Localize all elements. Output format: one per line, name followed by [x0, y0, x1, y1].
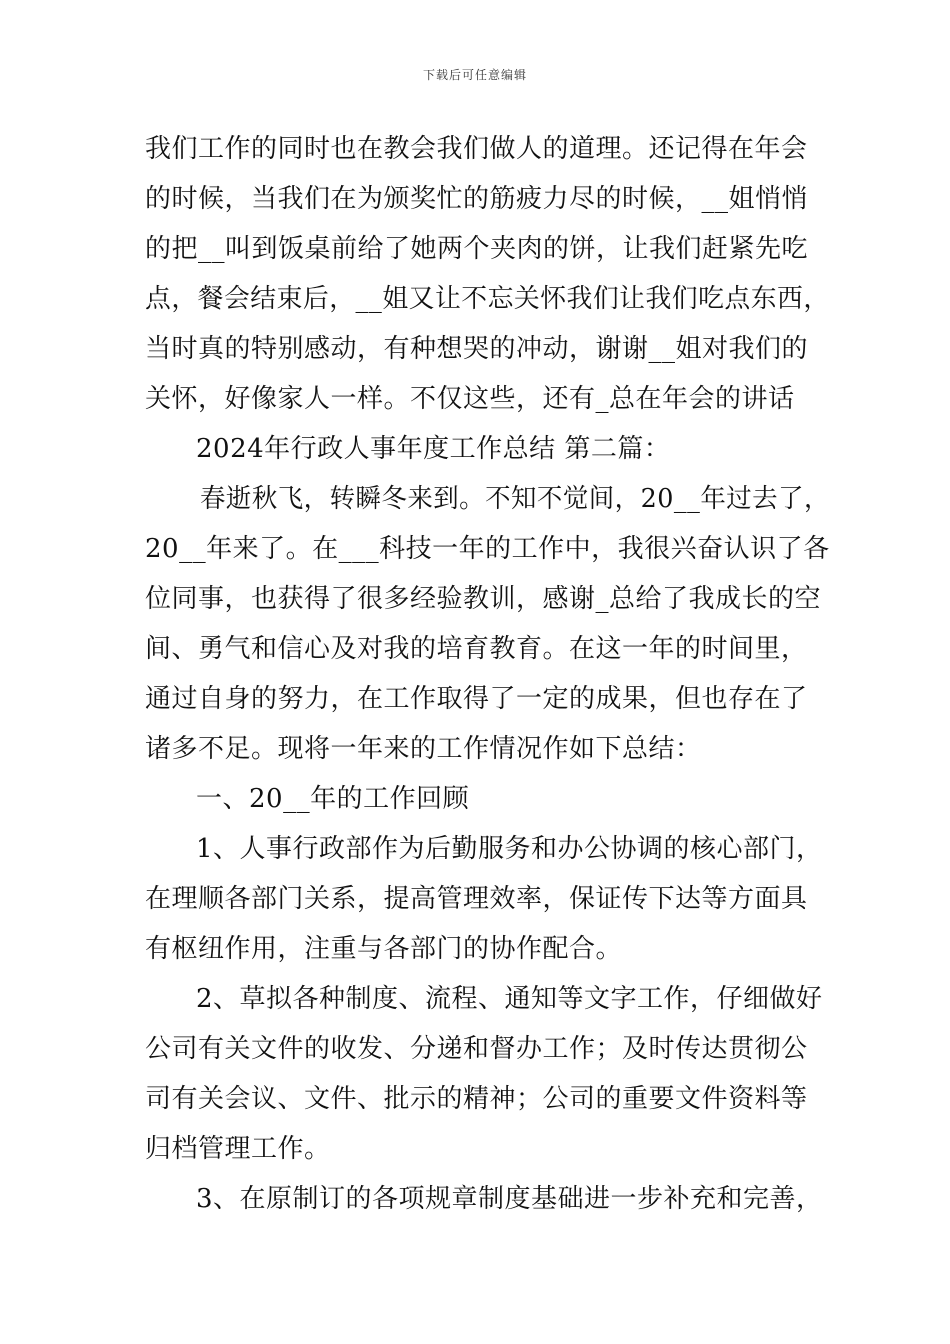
- text-line: 点，餐会结束后，__姐又让不忘关怀我们让我们吃点东西，: [145, 284, 830, 314]
- text-line: 1、人事行政部作为后勤服务和办公协调的核心部门，: [196, 834, 823, 864]
- text-line: 诸多不足。现将一年来的工作情况作如下总结：: [145, 734, 702, 764]
- text-line: 20__年来了。在___科技一年的工作中，我很兴奋认识了各: [145, 534, 830, 564]
- text-line: 我们工作的同时也在教会我们做人的道理。还记得在年会: [145, 134, 808, 164]
- text-line: 的时候，当我们在为颁奖忙的筋疲力尽的时候，__姐悄悄: [145, 184, 809, 214]
- text-line: 关怀，好像家人一样。不仅这些，还有_总在年会的讲话: [145, 384, 795, 414]
- text-line: 有枢纽作用，注重与各部门的协作配合。: [145, 934, 623, 964]
- text-line: 春逝秋飞，转瞬冬来到。不知不觉间，20__年过去了，: [200, 484, 830, 514]
- section-heading: 2024年行政人事年度工作总结 第二篇：: [196, 434, 671, 464]
- text-line: 在理顺各部门关系，提高管理效率，保证传下达等方面具: [145, 884, 808, 914]
- text-line: 归档管理工作。: [145, 1134, 331, 1164]
- text-line: 3、在原制订的各项规章制度基础进一步补充和完善，: [196, 1184, 823, 1214]
- text-line: 通过自身的努力，在工作取得了一定的成果，但也存在了: [145, 684, 808, 714]
- text-line: 2、草拟各种制度、流程、通知等文字工作，仔细做好: [196, 984, 823, 1014]
- text-line: 司有关会议、文件、批示的精神；公司的重要文件资料等: [145, 1084, 808, 1114]
- page-header-note: 下载后可任意编辑: [422, 68, 527, 82]
- text-line: 当时真的特别感动，有种想哭的冲动，谢谢__姐对我们的: [145, 334, 809, 364]
- text-line: 位同事，也获得了很多经验教训，感谢_总给了我成长的空: [145, 584, 822, 614]
- text-line: 间、勇气和信心及对我的培育教育。在这一年的时间里，: [145, 634, 808, 664]
- text-line: 公司有关文件的收发、分递和督办工作；及时传达贯彻公: [145, 1034, 808, 1064]
- subsection-heading: 一、20__年的工作回顾: [196, 784, 470, 814]
- text-line: 的把__叫到饭桌前给了她两个夹肉的饼，让我们赶紧先吃: [145, 234, 809, 264]
